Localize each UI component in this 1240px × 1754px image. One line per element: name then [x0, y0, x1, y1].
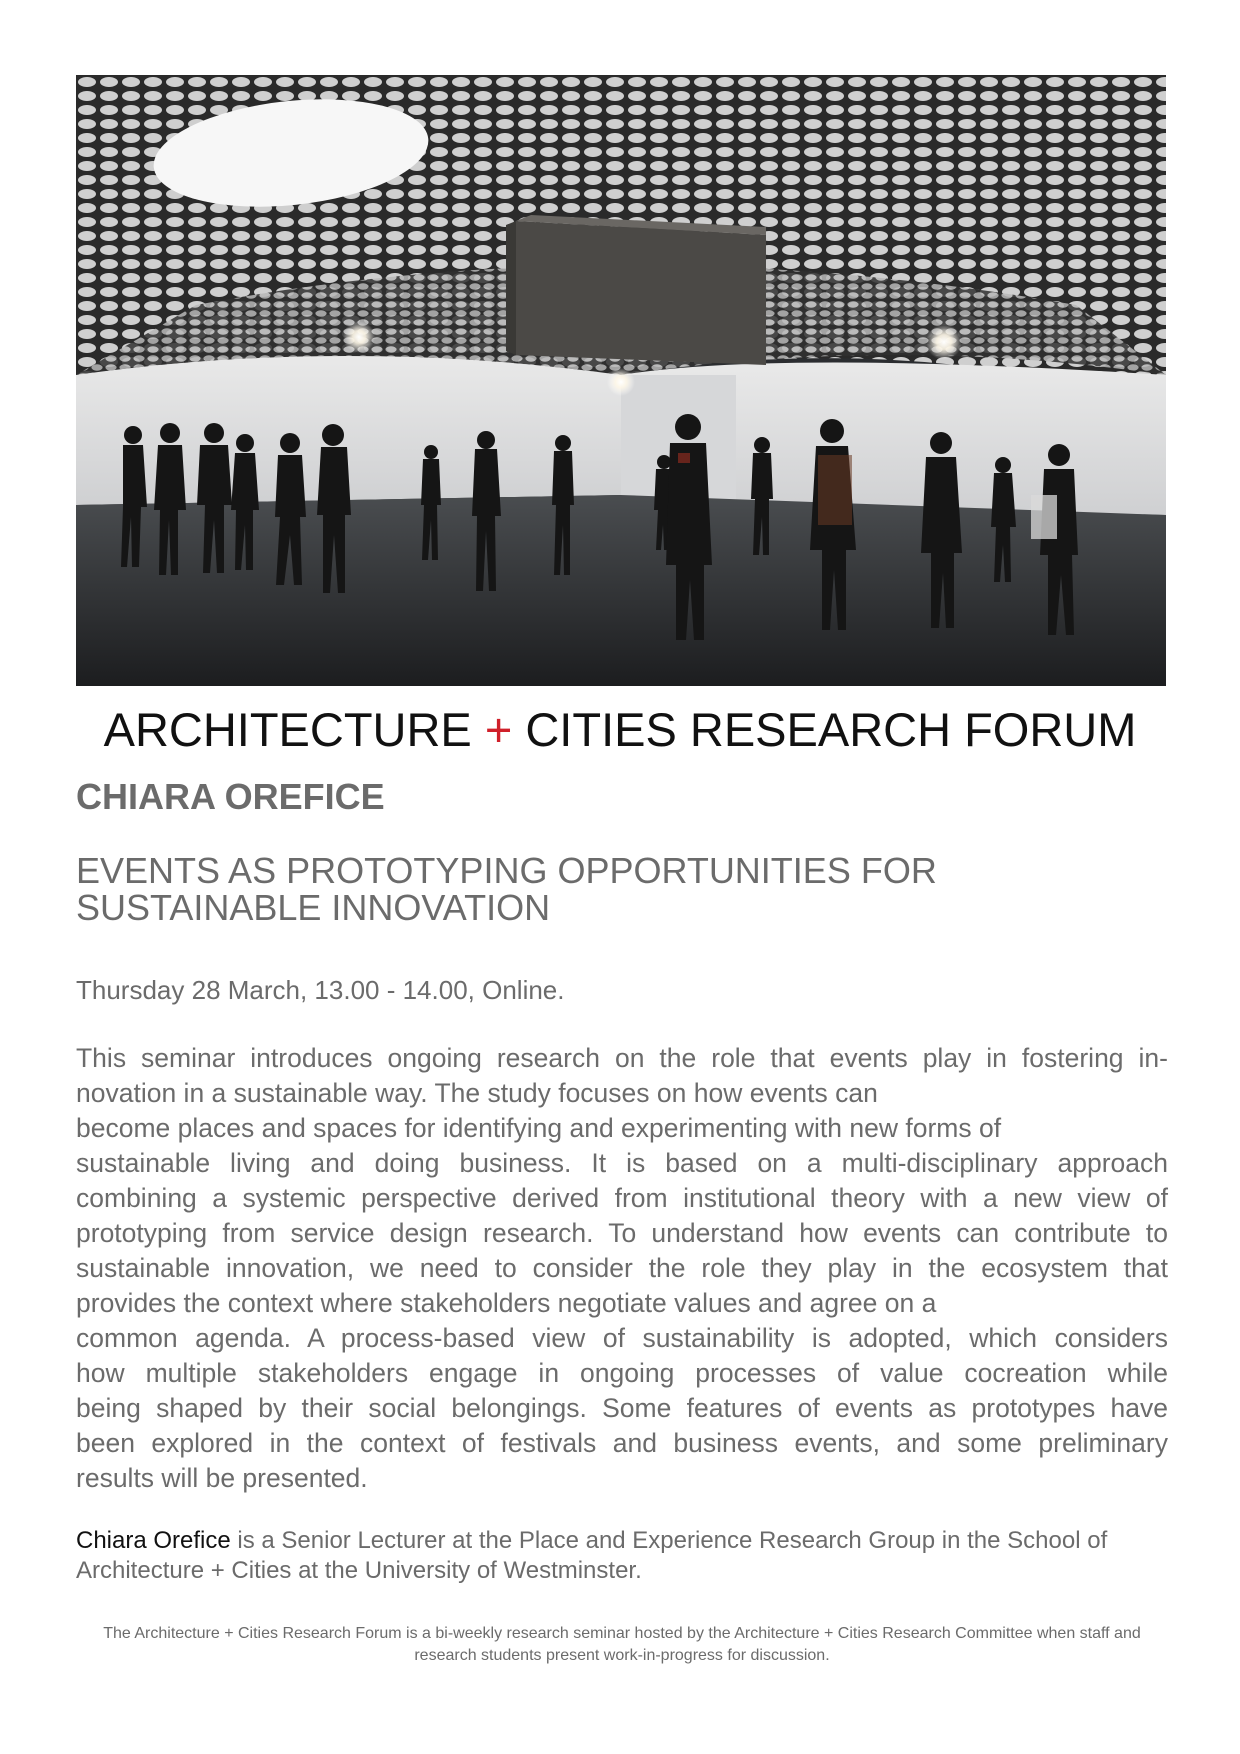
speaker-name: CHIARA OREFICE [76, 776, 385, 817]
bio-line [76, 1526, 1168, 1556]
bio-line1-rest: is a Senior Lecturer at the Place and Experience Research Group in the School of [230, 1527, 1108, 1554]
bio-line: Architecture + Cities at the University of Westminster. [76, 1557, 642, 1584]
abstract-line: provides the context where stakeholders negotiate values and agree on a [76, 1288, 937, 1318]
abstract-line: common agenda. A process-based view of sustainability is adopted, which considers [76, 1323, 1168, 1353]
hero-photo [76, 75, 1166, 686]
abstract [76, 1041, 1168, 1496]
abstract-line: results will be presented. [76, 1463, 368, 1493]
talk-title-line: SUSTAINABLE INNOVATION [76, 887, 551, 928]
footer-line: The Architecture + Cities Research Forum is a bi-weekly research seminar hosted by the Architecture + Cities Research Committee when staff and [103, 1625, 1141, 1642]
forum-title-plus: + [484, 703, 513, 756]
abstract-line: This seminar introduces ongoing research on the role that events play in fostering in- [76, 1043, 1168, 1073]
event-date: Thursday 28 March, 13.00 - 14.00, Online. [76, 975, 565, 1005]
bio-speaker-name: Chiara Orefice [76, 1527, 231, 1554]
talk-title [76, 852, 1166, 926]
abstract-line: sustainable innovation, we need to consider the role they play in the ecosystem that [76, 1253, 1168, 1283]
footer-note [76, 1623, 1168, 1667]
speaker-bio [76, 1526, 1168, 1586]
forum-title-part1: ARCHITECTURE [103, 703, 472, 756]
abstract-line: prototyping from service design research. To understand how events can contribute to [76, 1218, 1168, 1248]
abstract-line: sustainable living and doing business. It is based on a multi-disciplinary approach [76, 1148, 1168, 1178]
talk-title-line: EVENTS AS PROTOTYPING OPPORTUNITIES FOR [76, 850, 937, 891]
forum-title [0, 702, 1240, 758]
abstract-line: being shaped by their social belongings. Some features of events as prototypes have [76, 1393, 1168, 1423]
abstract-line: been explored in the context of festivals and business events, and some preliminary [76, 1428, 1168, 1458]
abstract-line: novation in a sustainable way. The study focuses on how events can [76, 1078, 878, 1108]
forum-title-part2: CITIES RESEARCH FORUM [525, 703, 1137, 756]
abstract-line: combining a systemic perspective derived from institutional theory with a new view of [76, 1183, 1168, 1213]
footer-line: research students present work-in-progress for discussion. [414, 1647, 830, 1664]
abstract-line: how multiple stakeholders engage in ongoing processes of value cocreation while [76, 1358, 1168, 1388]
abstract-line: become places and spaces for identifying and experimenting with new forms of [76, 1113, 1002, 1143]
